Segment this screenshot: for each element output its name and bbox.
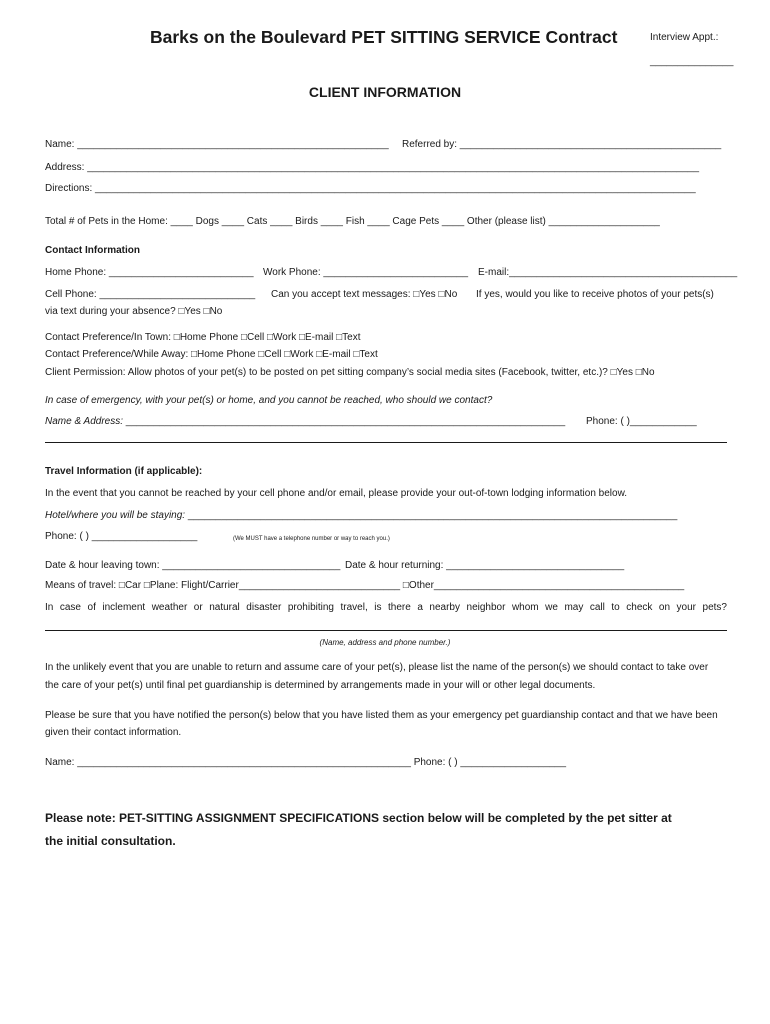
hotel-field[interactable] — [45, 510, 677, 522]
travel-intro: In the event that you cannot be reached by your cell phone and/or email, please provide your out-of-town lodging information below. — [45, 488, 628, 499]
address-field[interactable]: Address: ______________________________________________________________________________________________________________ — [45, 162, 700, 173]
hotel-blank[interactable]: ________________________________________________________________________________________ — [185, 510, 678, 521]
travel-phone-note: (We MUST have a telephone number or way to reach you.) — [233, 536, 390, 542]
contact-information-heading: Contact Information — [45, 245, 140, 256]
photos-question: If yes, would you like to receive photos of your pets(s) — [476, 289, 714, 300]
interview-appt-field[interactable]: _______________ — [650, 56, 734, 67]
neighbor-answer-hint: (Name, address and phone number.) — [319, 638, 451, 647]
means-of-travel-field[interactable]: Means of travel: □Car □Plane: Flight/Carrier_____________________________ □Other_____________________________________________ — [45, 580, 685, 591]
neighbor-answer-line[interactable] — [45, 630, 727, 631]
hotel-label: Hotel/where you will be staying: — [45, 510, 186, 521]
leaving-town-field[interactable]: Date & hour leaving town: ________________________________ — [45, 560, 341, 571]
emergency-question: In case of emergency, with your pet(s) or home, and you cannot be reached, who should we contact? — [45, 395, 493, 406]
travel-information-heading: Travel Information (if applicable): — [45, 466, 203, 477]
guardianship-paragraph-line-2: the care of your pet(s) until final pet guardianship is determined by arrangements made in your will or other legal documents. — [45, 680, 596, 691]
guardianship-paragraph-line-1: In the unlikely event that you are unable to return and assume care of your pet(s), please list the name of the person(s) we should contact to take over — [45, 662, 709, 673]
client-name-field[interactable]: Name: ________________________________________________________ — [45, 139, 389, 150]
contact-preference-in-town[interactable]: Contact Preference/In Town: □Home Phone □Cell □Work □E-mail □Text — [45, 332, 361, 343]
work-phone-field[interactable]: Work Phone: __________________________ — [263, 267, 468, 278]
referred-by-field[interactable]: Referred by: _______________________________________________ — [402, 139, 722, 150]
emergency-name-address-field[interactable] — [45, 416, 565, 428]
cell-phone-field[interactable]: Cell Phone: ____________________________ — [45, 289, 256, 300]
section-divider — [45, 442, 727, 443]
document-title: Barks on the Boulevard PET SITTING SERVICE Contract — [150, 27, 618, 47]
notify-paragraph-line-2: given their contact information. — [45, 727, 182, 738]
pet-sitter-note-line-1: Please note: PET-SITTING ASSIGNMENT SPECIFICATIONS section below will be completed by the pet sitter at — [45, 811, 672, 825]
directions-field[interactable]: Directions: ____________________________________________________________________________________________________________ — [45, 183, 696, 194]
email-field[interactable]: E-mail:_________________________________________ — [478, 267, 738, 278]
emergency-phone-field[interactable]: Phone: ( )____________ — [586, 416, 697, 427]
contact-preference-away[interactable]: Contact Preference/While Away: □Home Phone □Cell □Work □E-mail □Text — [45, 349, 378, 360]
inclement-weather-question: In case of inclement weather or natural disaster prohibiting travel, is there a nearby neighbor whom we may call to check on your pets? — [45, 602, 727, 613]
emergency-name-address-blank[interactable]: _______________________________________________________________________________ — [123, 416, 566, 427]
travel-phone-field[interactable]: Phone: ( ) ___________________ — [45, 531, 198, 542]
returning-field[interactable]: Date & hour returning: ________________________________ — [345, 560, 625, 571]
notify-paragraph-line-1: Please be sure that you have notified the person(s) below that you have listed them as your emergency pet guardianship contact and that we have been — [45, 710, 718, 721]
section-title-client-information: CLIENT INFORMATION — [308, 84, 462, 100]
guardian-name-phone-field[interactable]: Name: ____________________________________________________________ Phone: ( ) ___________________ — [45, 757, 567, 768]
photos-question-continued[interactable]: via text during your absence? □Yes □No — [45, 306, 223, 317]
home-phone-field[interactable]: Home Phone: __________________________ — [45, 267, 254, 278]
interview-appt-label: Interview Appt.: — [650, 32, 719, 43]
emergency-name-address-label: Name & Address: — [45, 416, 123, 427]
pets-count-line[interactable]: Total # of Pets in the Home: ____ Dogs ____ Cats ____ Birds ____ Fish ____ Cage Pets ____ Other (please list) ____________________ — [45, 216, 660, 227]
pet-sitter-note-line-2: the initial consultation. — [45, 834, 176, 848]
text-messages-question[interactable]: Can you accept text messages: □Yes □No — [271, 289, 458, 300]
client-permission[interactable]: Client Permission: Allow photos of your pet(s) to be posted on pet sitting company’s social media sites (Facebook, twitter, etc.)? □Yes □No — [45, 367, 655, 378]
